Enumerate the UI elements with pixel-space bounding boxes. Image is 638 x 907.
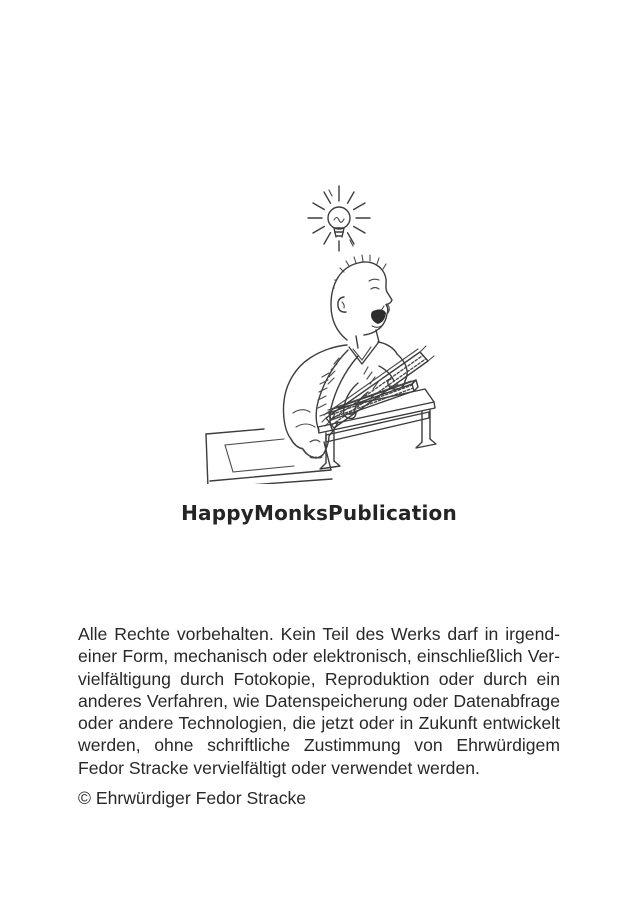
monk-illustration-svg [198,180,446,484]
rights-notice-line: anderes Verfahren, wie Datenspeicherung oder Datenabfrage [78,690,560,711]
hair-stubble [333,255,386,289]
lightbulb-idea-icon [308,186,370,251]
rights-notice [78,623,560,779]
monk-head [331,255,392,348]
rights-notice-line: einer Form, mechanisch oder elektronisch, einschließlich Ver- [78,646,560,667]
rights-notice-line: Fedor Stracke vervielfältigt oder verwendet werden. [78,757,480,778]
monk-illustration [198,180,446,484]
rights-notice-line: Alle Rechte vorbehalten. Kein Teil des Werks darf in irgend- [78,624,560,644]
open-laughing-mouth [371,309,386,324]
rights-notice-line: werden, ohne schriftliche Zustimmung von Ehrwürdigem [78,735,560,756]
publisher-name: HappyMonksPublication [181,501,457,525]
lightbulb-rays [308,186,370,251]
rights-notice-line: oder andere Technologien, die jetzt oder in Zukunft entwickelt [78,713,560,734]
copyright-line: © Ehrwürdiger Fedor Stracke [78,788,307,808]
rights-notice-line: vielfältigung durch Fotokopie, Reproduktion oder durch ein [78,668,560,689]
